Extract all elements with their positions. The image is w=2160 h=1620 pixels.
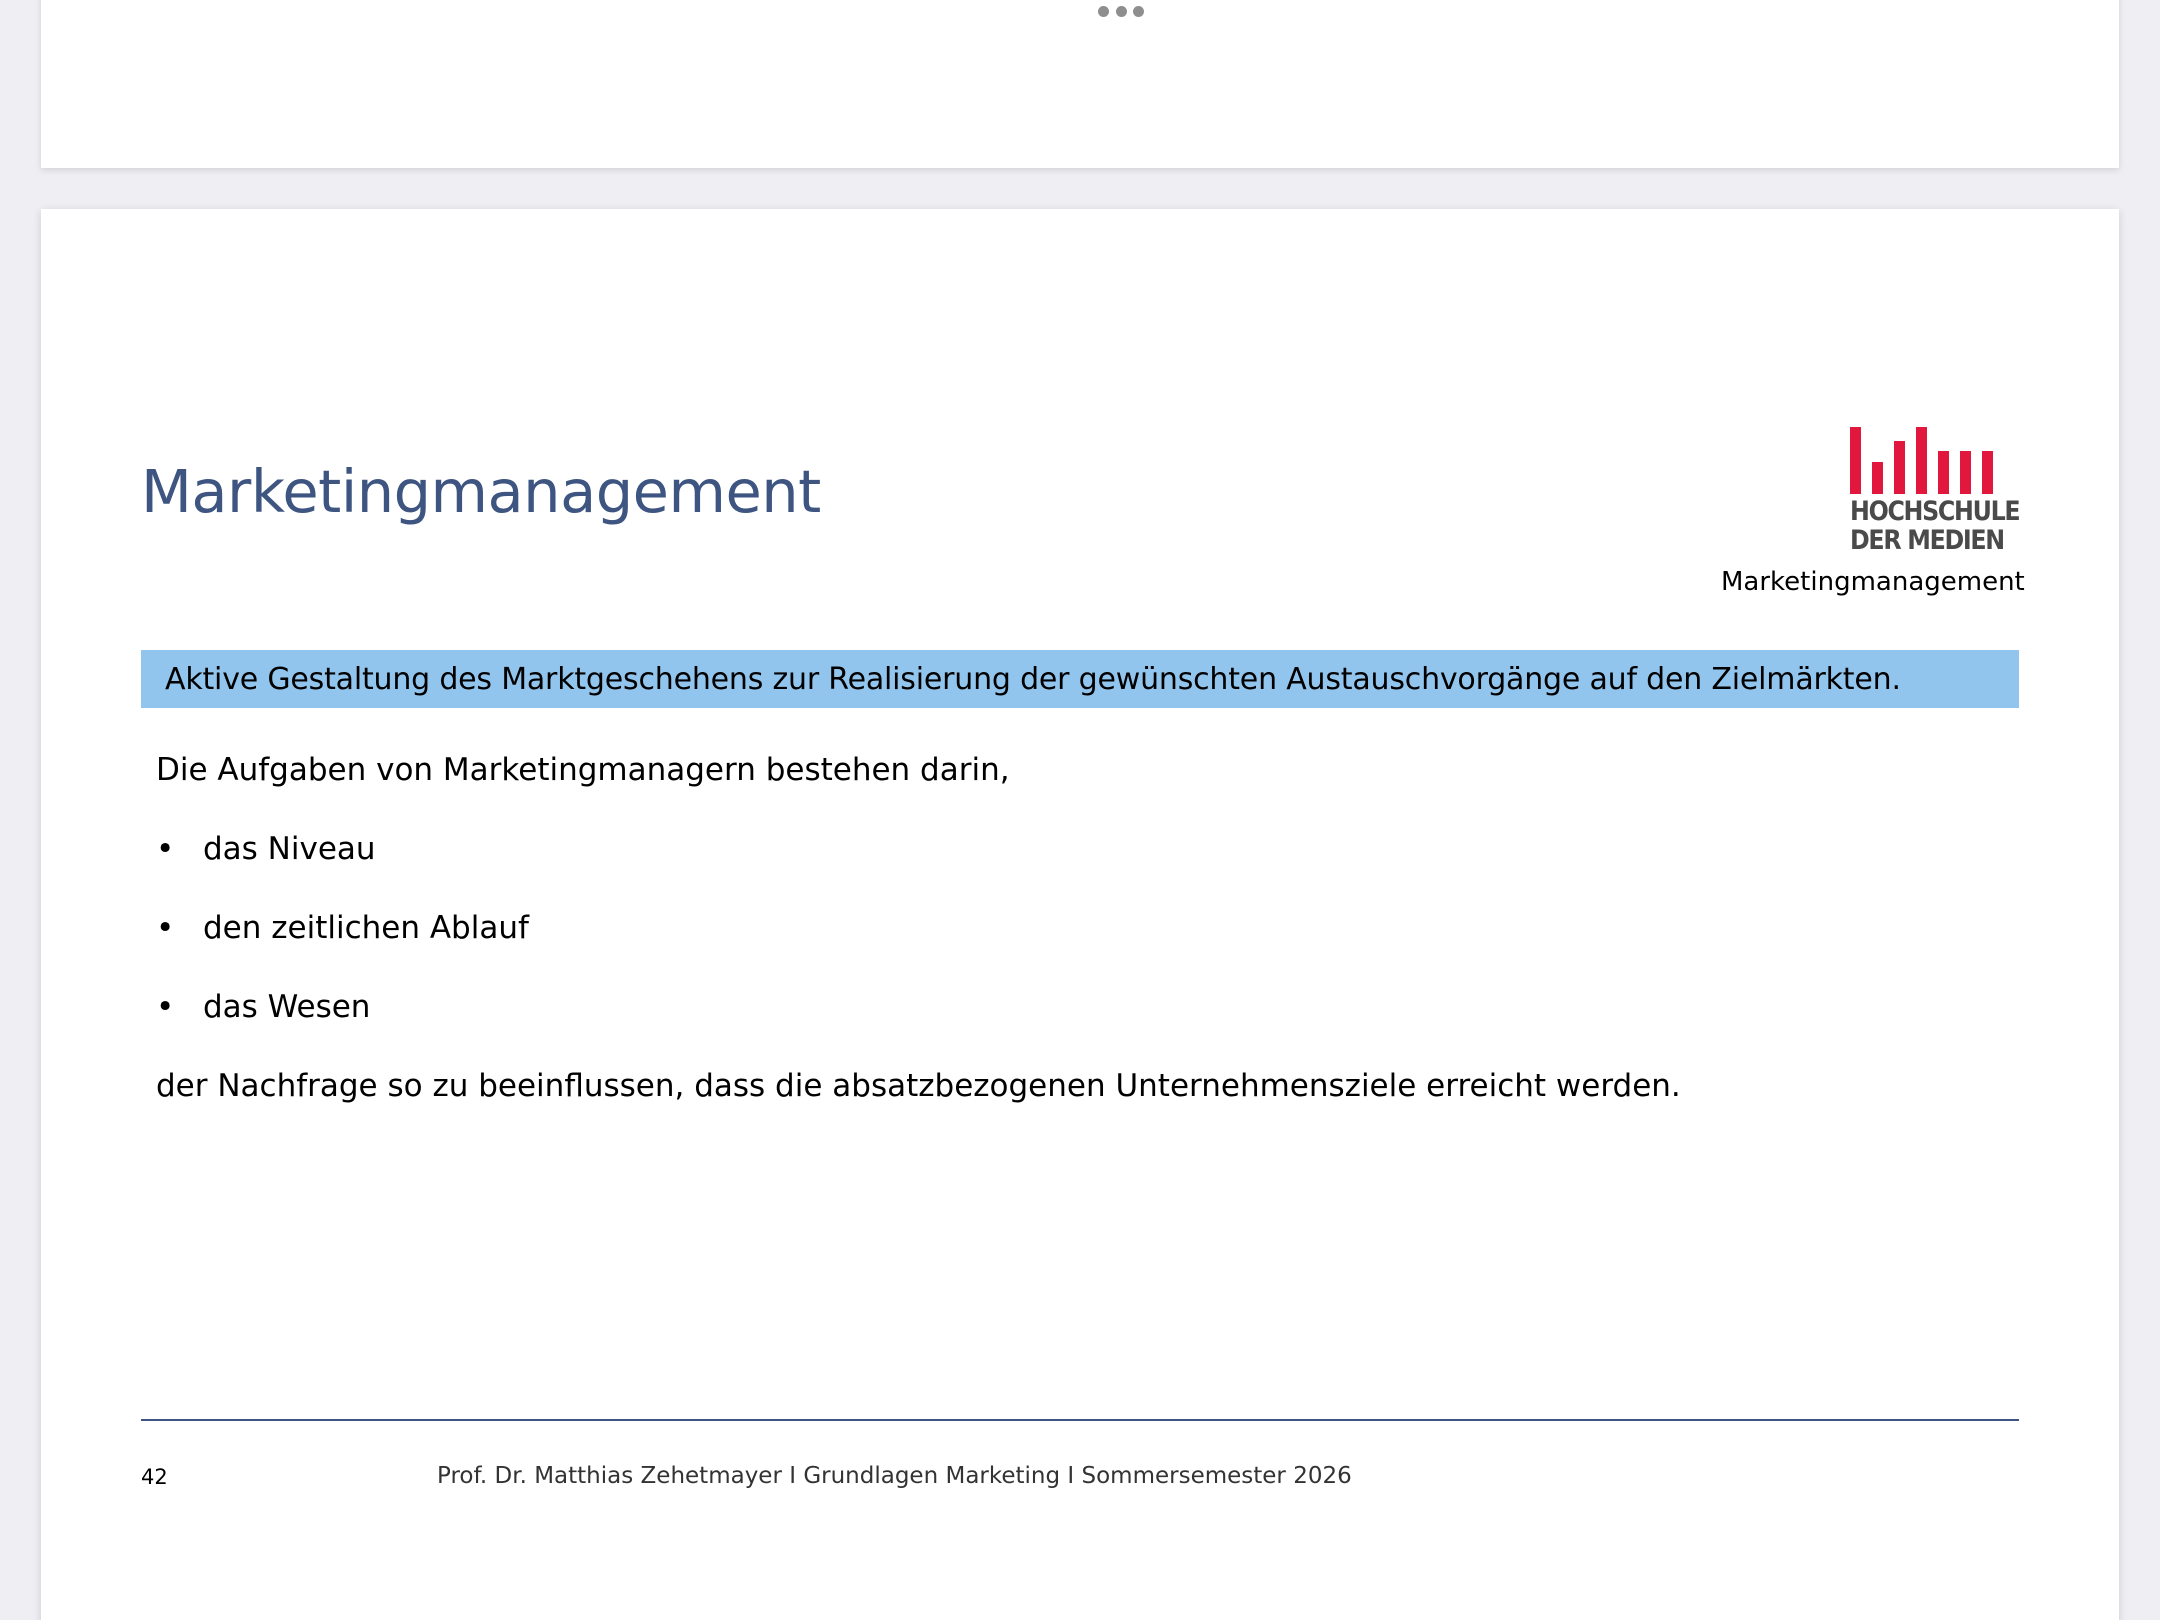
logo-caption: Marketingmanagement <box>1721 567 2025 597</box>
list-item <box>156 910 529 989</box>
dot <box>1116 6 1127 17</box>
bullet-text: den zeitlichen Ablauf <box>203 910 529 946</box>
dot <box>1098 6 1109 17</box>
current-slide[interactable] <box>41 209 2119 1620</box>
bullet-text: das Wesen <box>203 989 371 1025</box>
more-options-icon[interactable] <box>1098 4 1144 18</box>
list-item <box>156 831 529 910</box>
footer-divider <box>141 1419 2019 1421</box>
hdm-logo-bars-icon <box>1850 427 2000 497</box>
hdm-logo-text <box>1850 496 2020 556</box>
bullet-icon: • <box>156 910 175 946</box>
footer-text: Prof. Dr. Matthias Zehetmayer I Grundlagen Marketing I Sommersemester 2026 <box>437 1463 1352 1489</box>
bullet-text: das Niveau <box>203 831 376 867</box>
definition-banner <box>141 650 2019 708</box>
closing-text: der Nachfrage so zu beeinflussen, dass die absatzbezogenen Unternehmensziele erreicht werden. <box>156 1068 1681 1104</box>
bullet-icon: • <box>156 989 175 1025</box>
logo-line-1: HOCHSCHULE <box>1850 496 2020 527</box>
definition-text: Aktive Gestaltung des Marktgeschehens zur Realisierung der gewünschten Austauschvorgänge auf den Zielmärkten. <box>165 661 1901 697</box>
slide-title: Marketingmanagement <box>141 457 821 526</box>
hdm-logo <box>1809 427 2029 567</box>
dot <box>1133 6 1144 17</box>
page-number: 42 <box>141 1465 168 1489</box>
task-bullet-list <box>156 831 529 1068</box>
previous-page[interactable] <box>41 0 2119 168</box>
bullet-icon: • <box>156 831 175 867</box>
list-item <box>156 989 529 1068</box>
intro-text: Die Aufgaben von Marketingmanagern bestehen darin, <box>156 752 1010 788</box>
logo-line-2: DER MEDIEN <box>1850 525 2004 556</box>
